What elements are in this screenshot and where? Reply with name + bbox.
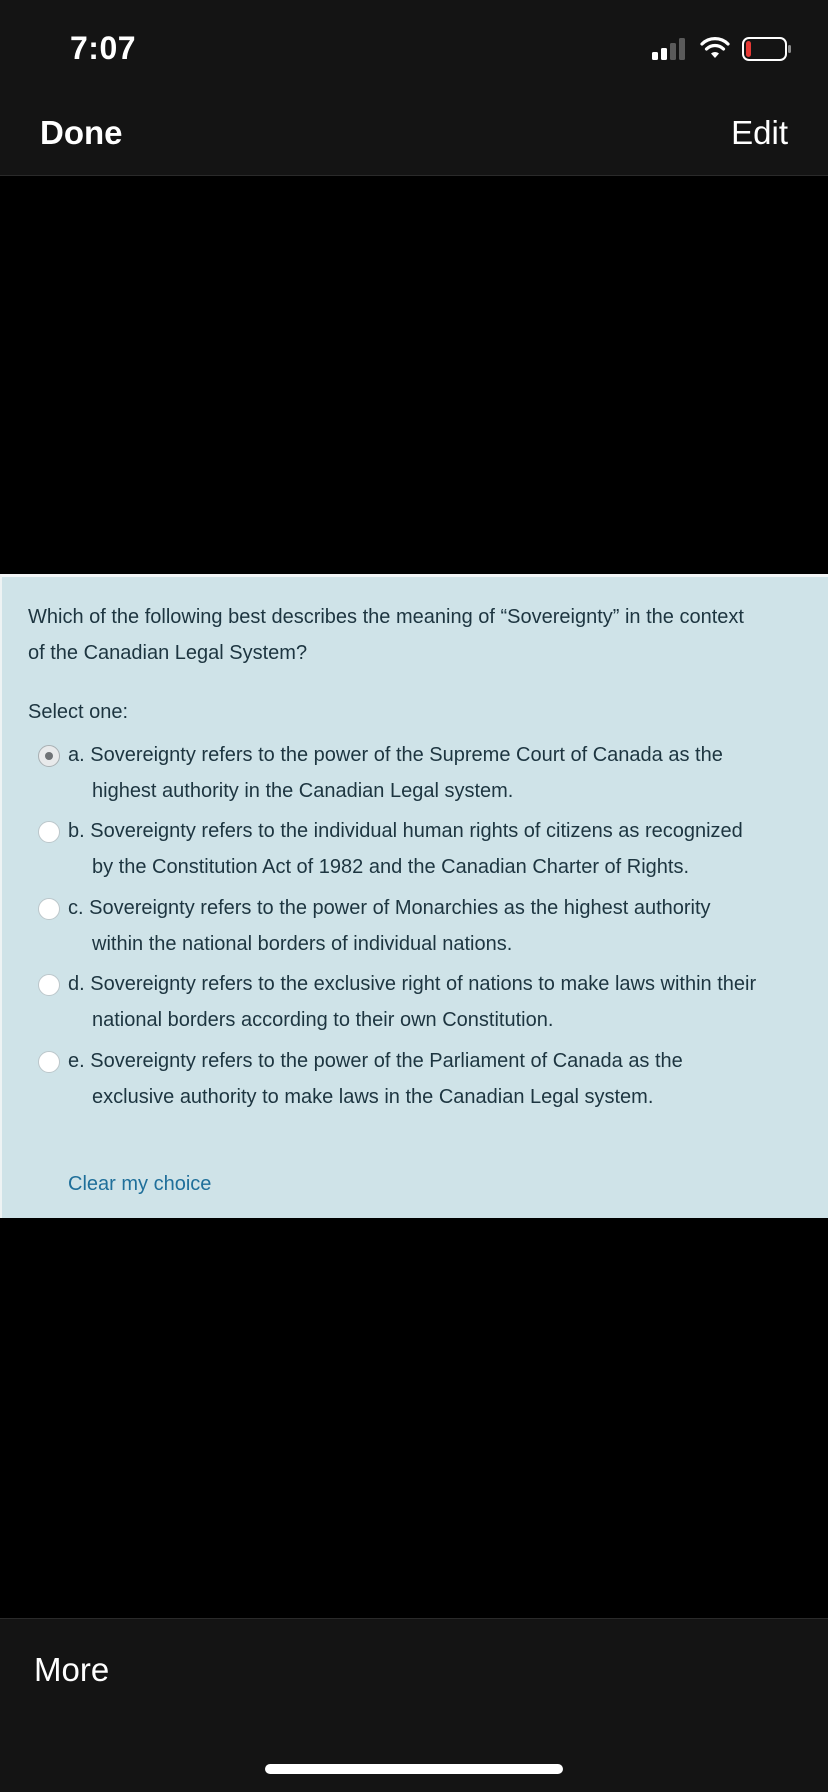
question-line-1: Which of the following best describes the meaning of “Sovereignty” in the context xyxy=(28,606,744,628)
radio-icon[interactable] xyxy=(38,821,60,843)
edit-button[interactable]: Edit xyxy=(731,114,788,151)
battery-low-icon xyxy=(742,37,792,61)
signal-bars-icon xyxy=(652,38,690,60)
wifi-icon xyxy=(700,36,730,60)
option-line-1: a. Sovereignty refers to the power of the Supreme Court of Canada as the xyxy=(68,744,723,766)
question-line-2: of the Canadian Legal System? xyxy=(28,642,308,664)
question-text xyxy=(28,599,818,671)
option-line-1: c. Sovereignty refers to the power of Monarchies as the highest authority xyxy=(68,897,711,919)
more-button[interactable]: More xyxy=(34,1651,110,1688)
radio-icon[interactable] xyxy=(38,1051,60,1073)
option-text xyxy=(68,966,828,1038)
option-line-1: e. Sovereignty refers to the power of the Parliament of Canada as the xyxy=(68,1050,683,1072)
clear-my-choice-link[interactable]: Clear my choice xyxy=(68,1173,212,1195)
option-text xyxy=(68,1043,828,1115)
option-line-2: national borders according to their own Constitution. xyxy=(92,1009,554,1031)
quiz-question-image[interactable] xyxy=(0,574,828,1218)
option-line-1: d. Sovereignty refers to the exclusive right of nations to make laws within their xyxy=(68,973,757,995)
option-line-2: by the Constitution Act of 1982 and the Canadian Charter of Rights. xyxy=(92,856,690,878)
option-line-2: exclusive authority to make laws in the Canadian Legal system. xyxy=(92,1086,654,1108)
bottom-toolbar xyxy=(0,1618,828,1792)
status-bar xyxy=(0,0,828,100)
option-text xyxy=(68,737,828,809)
select-one-label: Select one: xyxy=(28,701,129,723)
status-time: 7:07 xyxy=(70,30,137,66)
option-text xyxy=(68,813,828,885)
home-indicator[interactable] xyxy=(265,1764,563,1774)
option-line-2: within the national borders of individual nations. xyxy=(92,933,513,955)
option-line-2: highest authority in the Canadian Legal system. xyxy=(92,780,514,802)
nav-bar xyxy=(0,100,828,176)
done-button[interactable]: Done xyxy=(40,114,123,151)
radio-selected-icon[interactable] xyxy=(38,745,60,767)
option-line-1: b. Sovereignty refers to the individual human rights of citizens as recognized xyxy=(68,820,743,842)
option-text xyxy=(68,890,828,962)
radio-icon[interactable] xyxy=(38,974,60,996)
radio-icon[interactable] xyxy=(38,898,60,920)
